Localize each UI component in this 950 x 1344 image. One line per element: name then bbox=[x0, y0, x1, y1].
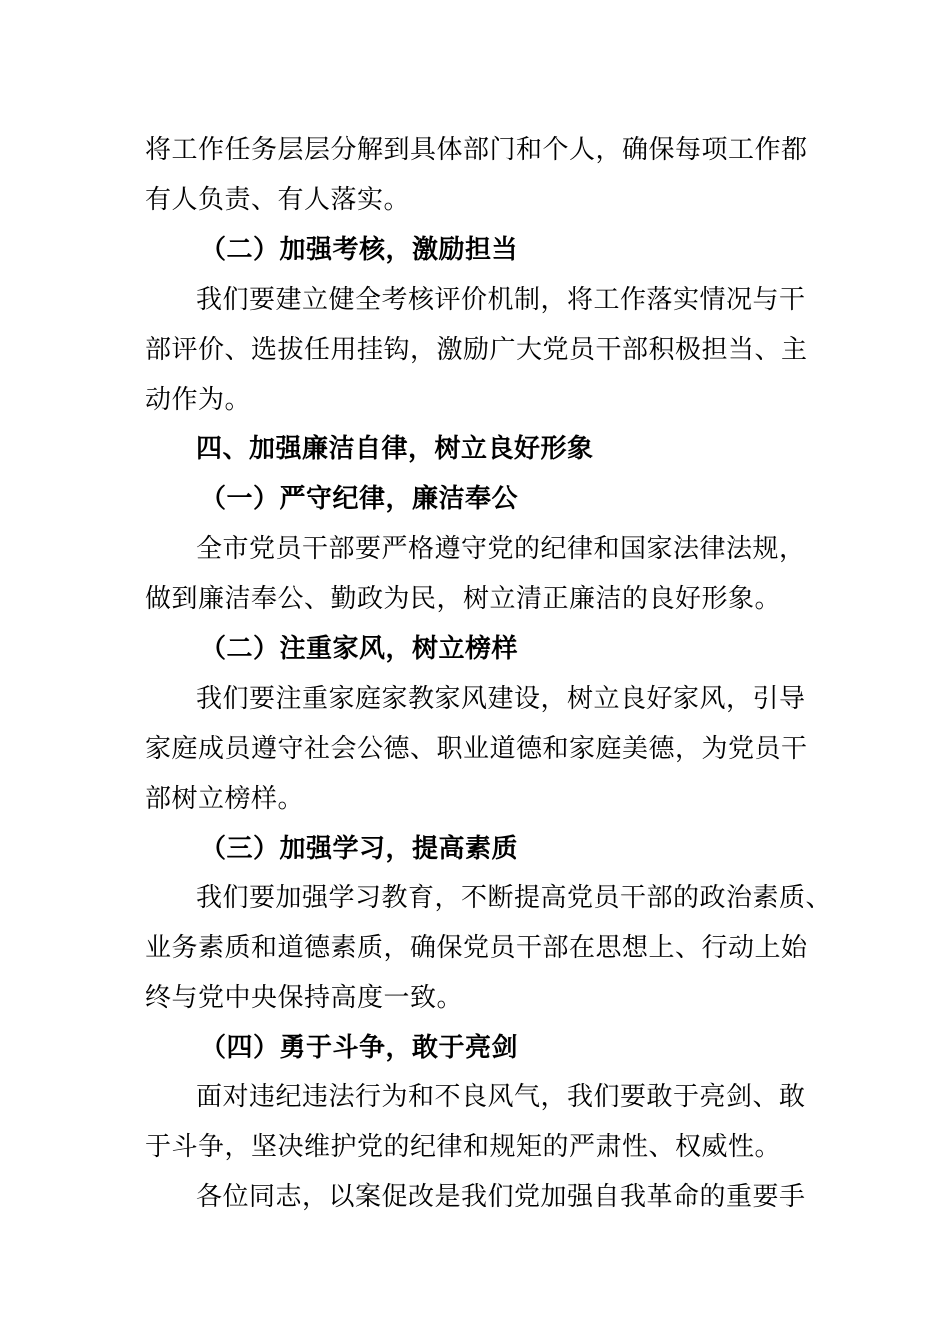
sub-heading: （四）勇于斗争，敢于亮剑 bbox=[200, 1033, 519, 1063]
sub-heading: （一）严守纪律，廉洁奉公 bbox=[200, 484, 519, 514]
paragraph-line: 部评价、选拔任用挂钩，激励广大党员干部积极担当、主 bbox=[145, 335, 808, 365]
sub-heading: （二）注重家风，树立榜样 bbox=[200, 634, 519, 664]
sub-heading: （三）加强学习，提高素质 bbox=[200, 834, 519, 864]
paragraph-line: 我们要建立健全考核评价机制，将工作落实情况与干 bbox=[196, 285, 806, 315]
paragraph-line: 部树立榜样。 bbox=[145, 784, 305, 814]
paragraph-line: 我们要加强学习教育，不断提高党员干部的政治素质、 bbox=[196, 883, 833, 913]
paragraph-line: 我们要注重家庭家教家风建设，树立良好家风，引导 bbox=[196, 684, 806, 714]
paragraph-line: 做到廉洁奉公、勤政为民，树立清正廉洁的良好形象。 bbox=[145, 584, 782, 614]
paragraph-line: 家庭成员遵守社会公德、职业道德和家庭美德，为党员干 bbox=[145, 734, 808, 764]
paragraph-line: 全市党员干部要严格遵守党的纪律和国家法律法规， bbox=[196, 534, 806, 564]
paragraph-line: 将工作任务层层分解到具体部门和个人，确保每项工作都 bbox=[145, 135, 808, 165]
paragraph-line: 业务素质和道德素质，确保党员干部在思想上、行动上始 bbox=[145, 933, 808, 963]
paragraph-line: 各位同志，以案促改是我们党加强自我革命的重要手 bbox=[196, 1182, 806, 1212]
paragraph-line: 面对违纪违法行为和不良风气，我们要敢于亮剑、敢 bbox=[196, 1082, 806, 1112]
paragraph-line: 终与党中央保持高度一致。 bbox=[145, 983, 464, 1013]
paragraph-line: 有人负责、有人落实。 bbox=[145, 185, 411, 215]
section-heading: 四、加强廉洁自律，树立良好形象 bbox=[196, 434, 594, 464]
sub-heading: （二）加强考核，激励担当 bbox=[200, 235, 519, 265]
paragraph-line: 于斗争，坚决维护党的纪律和规矩的严肃性、权威性。 bbox=[145, 1132, 782, 1162]
paragraph-line: 动作为。 bbox=[145, 385, 252, 415]
